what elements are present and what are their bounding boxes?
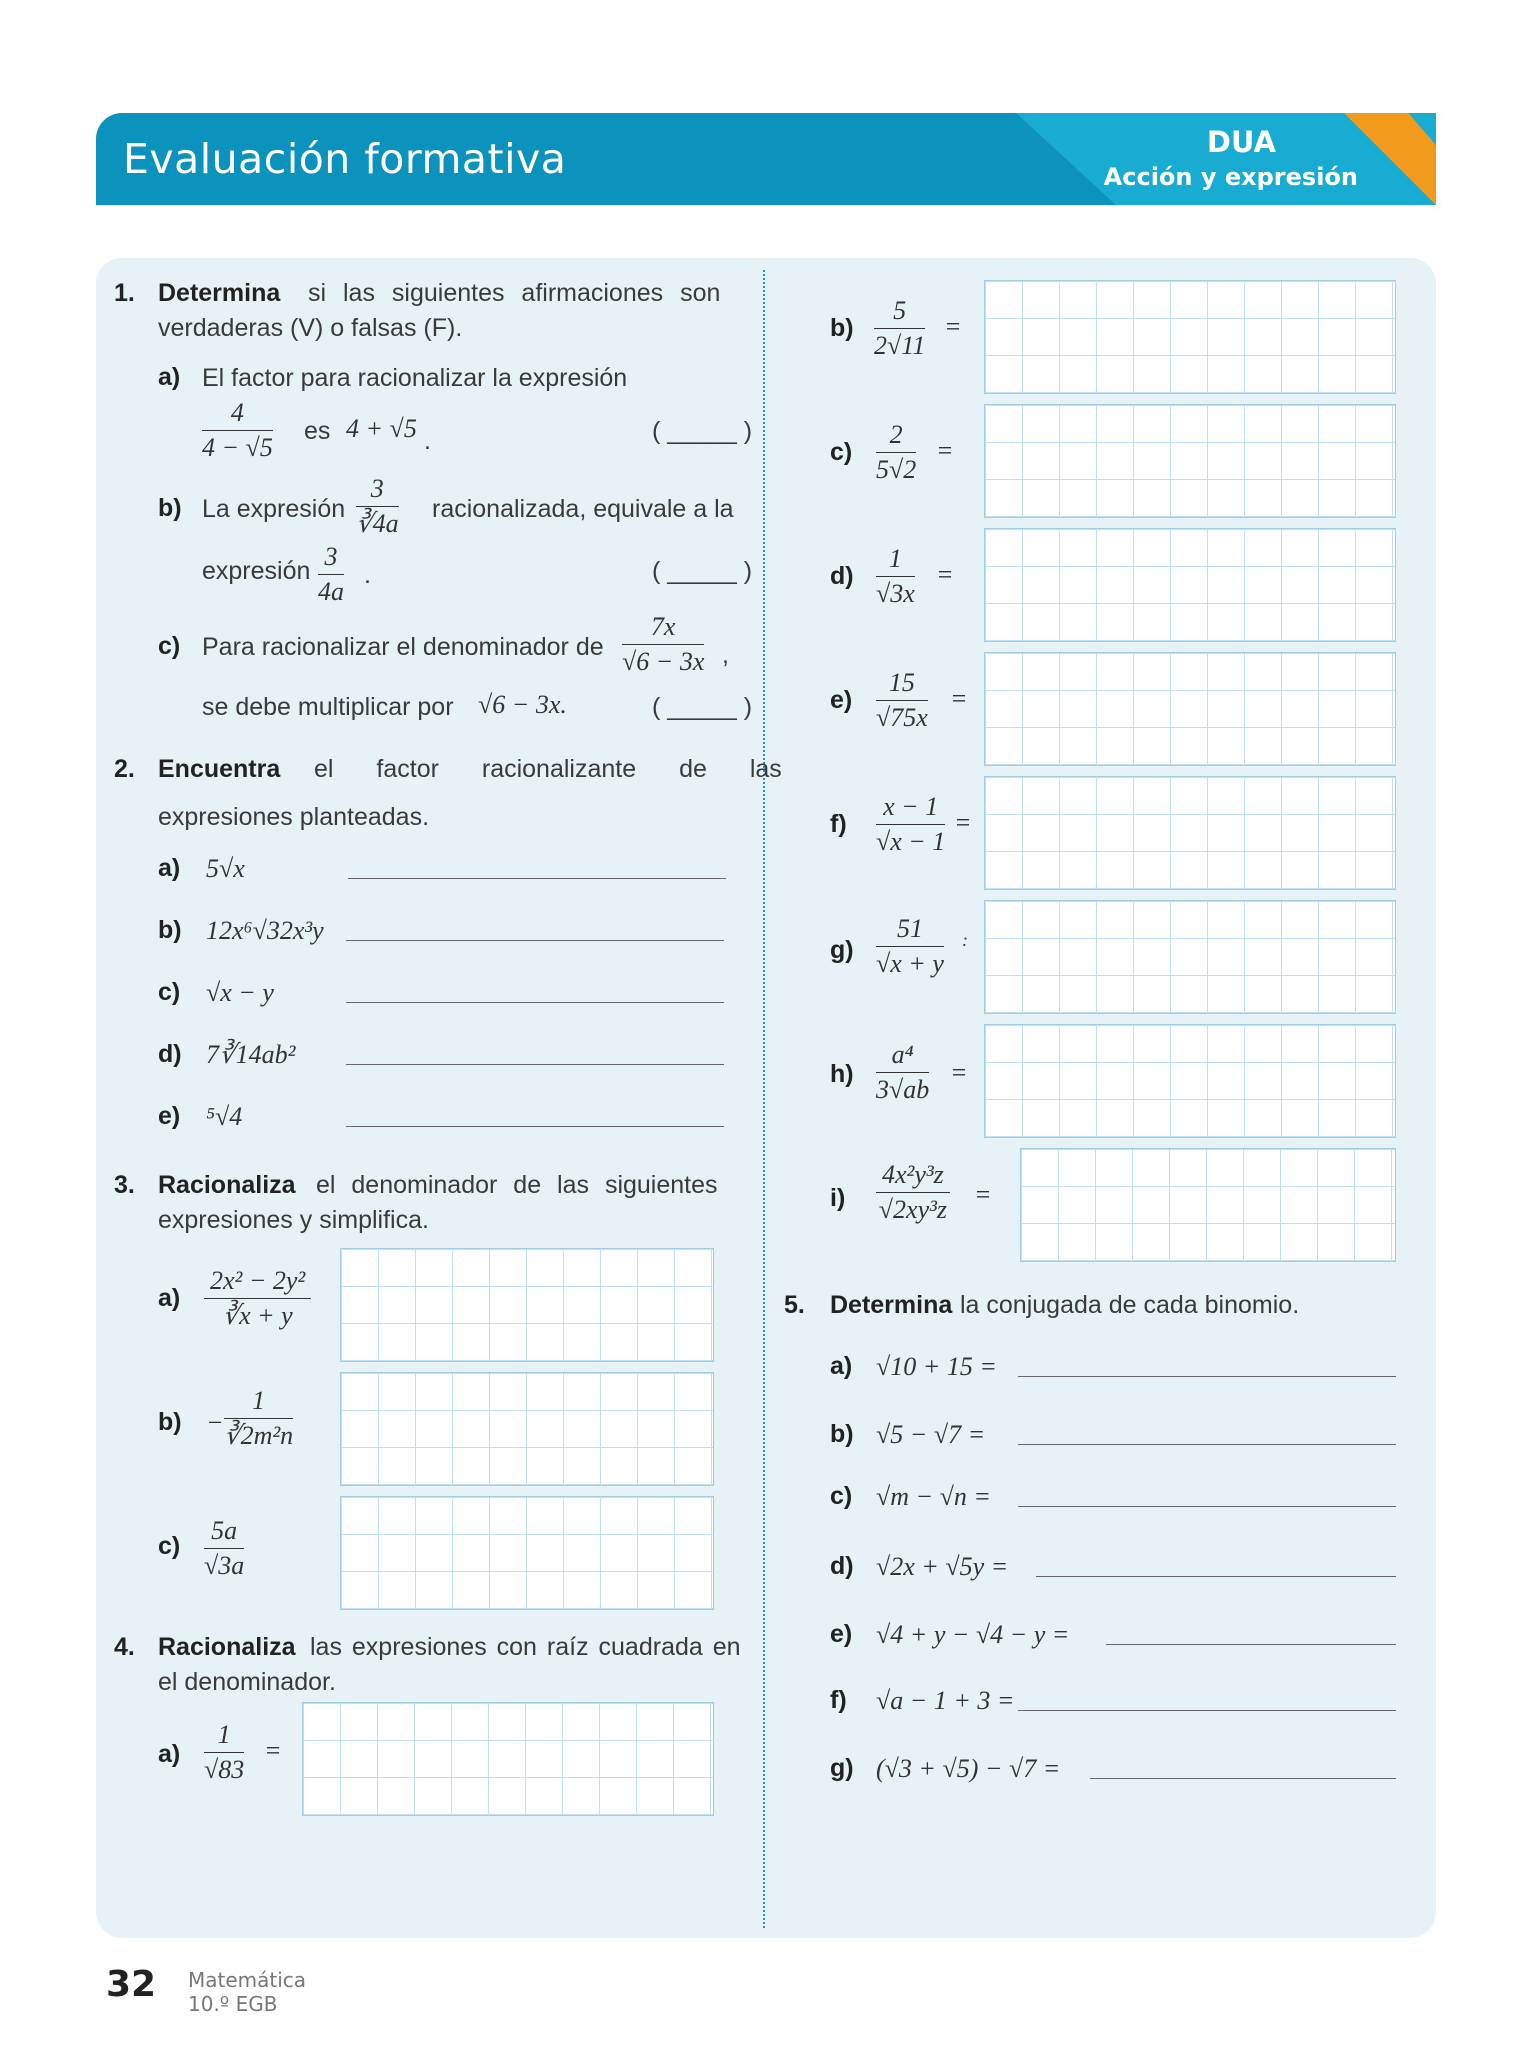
q4-b-fraction (874, 296, 925, 361)
q3-text: el denominador de las siguientes (316, 1171, 718, 1199)
q4-a-answer-grid[interactable] (302, 1702, 714, 1816)
q1-b-numerator: 3 (356, 474, 399, 507)
q4-e-denominator: √75x (876, 703, 928, 732)
q1-a-label: a) (158, 363, 181, 391)
q5-d-expression: √2x + √5y = (876, 1552, 1009, 1581)
q1-number: 1. (114, 279, 135, 307)
q5-e-answer-line[interactable] (1106, 1644, 1396, 1645)
q4-d-label: d) (830, 562, 854, 590)
q3-a-label: a) (158, 1284, 181, 1312)
q1-c-answer-blank[interactable]: ( _____ ) (652, 693, 753, 721)
q4-i-denominator: √2xy³z (878, 1195, 948, 1224)
q3-a-denominator: ∛x + y (222, 1301, 293, 1330)
q1-b-fraction2 (318, 542, 344, 607)
q3-b-fraction (224, 1386, 293, 1451)
page-header (96, 113, 1436, 205)
q3-verb: Racionaliza (158, 1171, 296, 1199)
q4-h-denominator: 3√ab (876, 1075, 930, 1104)
page-number: 32 (106, 1964, 157, 2005)
q1-a-numerator: 4 (202, 398, 273, 431)
q4-g-label: g) (830, 936, 854, 964)
q4-d-answer-grid[interactable] (984, 528, 1396, 642)
q5-f-label: f) (830, 1686, 847, 1714)
q1-b-dot: . (364, 561, 371, 589)
q2-d-expression: 7∛14ab² (206, 1040, 296, 1069)
q1-c-comma: , (722, 641, 729, 669)
q4-c-answer-grid[interactable] (984, 404, 1396, 518)
q4-a-label: a) (158, 1740, 181, 1768)
q3-c-fraction (204, 1516, 244, 1581)
q1-b-text: La expresión (202, 495, 346, 523)
q1-a-dot: . (424, 427, 431, 455)
q4-h-numerator: a⁴ (876, 1040, 929, 1073)
q4-h-fraction (876, 1040, 929, 1105)
q1-b-numerator2: 3 (318, 542, 344, 575)
q4-g-equals: : (962, 930, 968, 950)
q5-verb: Determina (830, 1291, 953, 1319)
q4-b-equals: = (944, 312, 962, 341)
q3-text2: expresiones y simplifica. (158, 1206, 429, 1234)
q3-b-label: b) (158, 1408, 182, 1436)
q1-c-text: Para racionalizar el denominador de (202, 633, 604, 661)
q1-b-text3: expresión (202, 557, 311, 585)
q5-c-answer-line[interactable] (1018, 1506, 1396, 1507)
q4-h-label: h) (830, 1060, 854, 1088)
q1-a-expression: 4 + √5 (346, 414, 417, 443)
q1-verb: Determina (158, 279, 281, 307)
q5-e-expression: √4 + y − √4 − y = (876, 1620, 1070, 1649)
q4-b-numerator: 5 (874, 296, 925, 329)
q2-d-label: d) (158, 1040, 182, 1068)
q4-b-answer-grid[interactable] (984, 280, 1396, 394)
q4-h-answer-grid[interactable] (984, 1024, 1396, 1138)
q1-text: si las siguientes afirmaciones son (308, 279, 721, 307)
q1-b-fraction (356, 474, 399, 539)
q5-c-label: c) (830, 1482, 853, 1510)
q1-c-expression: √6 − 3x. (478, 690, 567, 719)
q4-e-numerator: 15 (876, 668, 928, 701)
q2-e-expression: ⁵√4 (206, 1102, 243, 1131)
q4-i-label: i) (830, 1184, 846, 1212)
q5-a-label: a) (830, 1352, 853, 1380)
q5-a-expression: √10 + 15 = (876, 1352, 997, 1381)
q4-e-fraction (876, 668, 928, 733)
q2-a-answer-line[interactable] (348, 878, 726, 879)
q2-a-label: a) (158, 854, 181, 882)
q1-a-answer-blank[interactable]: ( _____ ) (652, 417, 753, 445)
q4-f-label: f) (830, 810, 847, 838)
q3-b-denominator: ∛2m²n (224, 1421, 294, 1450)
dua-subtitle: Acción y expresión (1103, 163, 1358, 191)
q4-number: 4. (114, 1633, 135, 1661)
q4-c-label: c) (830, 438, 853, 466)
q4-g-answer-grid[interactable] (984, 900, 1396, 1014)
q4-a-denominator: √83 (204, 1755, 245, 1784)
q4-c-equals: = (936, 436, 954, 465)
q4-d-numerator: 1 (876, 544, 915, 577)
q4-c-denominator: 5√2 (876, 455, 917, 484)
q1-text2: verdaderas (V) o falsas (F). (158, 314, 463, 342)
q2-text: el factor racionalizante de las (314, 755, 782, 783)
q5-c-expression: √m − √n = (876, 1482, 991, 1511)
q4-c-numerator: 2 (876, 420, 916, 453)
q5-b-label: b) (830, 1420, 854, 1448)
q4-a-numerator: 1 (204, 1720, 244, 1753)
q4-e-equals: = (950, 684, 968, 713)
q3-c-answer-grid[interactable] (340, 1496, 714, 1610)
footer-subject-block (188, 1968, 306, 2016)
q3-b-sign: − (206, 1408, 224, 1437)
q4-a-fraction (204, 1720, 244, 1785)
q4-g-fraction (876, 914, 944, 979)
q1-c-denominator: √6 − 3x (622, 647, 705, 676)
q1-a-fraction (202, 398, 273, 463)
q2-e-answer-line[interactable] (346, 1126, 724, 1127)
q4-c-fraction (876, 420, 916, 485)
q4-text: las expresiones con raíz cuadrada en (310, 1633, 741, 1661)
q3-c-label: c) (158, 1532, 181, 1560)
footer-grade: 10.º EGB (188, 1992, 278, 2016)
q1-b-denominator2: 4a (318, 577, 344, 606)
q5-d-label: d) (830, 1552, 854, 1580)
q4-h-equals: = (950, 1058, 968, 1087)
q1-c-text2: se debe multiplicar por (202, 693, 454, 721)
q4-e-answer-grid[interactable] (984, 652, 1396, 766)
q1-b-label: b) (158, 494, 182, 522)
q1-a-denominator: 4 − √5 (202, 433, 273, 462)
q4-b-label: b) (830, 314, 854, 342)
q5-number: 5. (784, 1291, 805, 1319)
q5-f-answer-line[interactable] (1018, 1710, 1396, 1711)
q5-d-answer-line[interactable] (1036, 1576, 1396, 1577)
page-title: Evaluación formativa (123, 135, 567, 183)
q4-f-fraction (876, 792, 945, 857)
q2-e-label: e) (158, 1102, 181, 1130)
q3-c-denominator: √3a (204, 1551, 245, 1580)
q2-c-label: c) (158, 978, 181, 1006)
q2-c-answer-line[interactable] (346, 1002, 724, 1003)
q4-text2: el denominador. (158, 1668, 336, 1696)
q4-a-equals: = (264, 1736, 282, 1765)
q4-e-label: e) (830, 686, 853, 714)
q3-a-fraction (204, 1266, 311, 1331)
q4-f-answer-grid[interactable] (984, 776, 1396, 890)
q4-d-fraction (876, 544, 915, 609)
q4-f-equals: = (954, 808, 972, 837)
q5-g-expression: (√3 + √5) − √7 = (876, 1754, 1061, 1783)
q1-a-text: El factor para racionalizar la expresión (202, 364, 628, 392)
q4-i-equals: = (974, 1180, 992, 1209)
q1-b-text2: racionalizada, equivale a la (432, 495, 734, 523)
q2-verb: Encuentra (158, 755, 281, 783)
q3-c-numerator: 5a (204, 1516, 244, 1549)
q5-g-label: g) (830, 1754, 854, 1782)
q1-b-denominator: ∛4a (356, 509, 399, 538)
q1-a-es: es (304, 417, 331, 445)
q4-i-fraction (876, 1160, 950, 1225)
q3-number: 3. (114, 1171, 135, 1199)
q5-text: la conjugada de cada binomio. (960, 1291, 1300, 1319)
q1-c-numerator: 7x (622, 612, 704, 645)
q3-a-answer-grid[interactable] (340, 1248, 714, 1362)
q3-b-answer-grid[interactable] (340, 1372, 714, 1486)
dua-title: DUA (1206, 125, 1276, 159)
q2-b-label: b) (158, 916, 182, 944)
q2-a-expression: 5√x (206, 854, 245, 883)
q5-g-answer-line[interactable] (1090, 1778, 1396, 1779)
column-divider (763, 270, 765, 1928)
q4-verb: Racionaliza (158, 1633, 296, 1661)
q5-b-expression: √5 − √7 = (876, 1420, 986, 1449)
q4-i-answer-grid[interactable] (1020, 1148, 1396, 1262)
q4-f-numerator: x − 1 (876, 792, 945, 825)
q5-a-answer-line[interactable] (1018, 1376, 1396, 1377)
q4-g-denominator: √x + y (876, 949, 944, 978)
q2-d-answer-line[interactable] (346, 1064, 724, 1065)
q2-c-expression: √x − y (206, 978, 274, 1007)
q4-g-numerator: 51 (876, 914, 944, 947)
q2-b-answer-line[interactable] (346, 940, 724, 941)
q3-a-numerator: 2x² − 2y² (204, 1266, 311, 1299)
q4-b-denominator: 2√11 (874, 331, 926, 360)
q1-c-label: c) (158, 632, 181, 660)
q5-f-expression: √a − 1 + 3 = (876, 1686, 1015, 1715)
q2-text2: expresiones planteadas. (158, 803, 430, 831)
q4-f-denominator: √x − 1 (876, 827, 946, 856)
q4-d-equals: = (936, 560, 954, 589)
q1-b-answer-blank[interactable]: ( _____ ) (652, 557, 753, 585)
q2-number: 2. (114, 755, 135, 783)
q1-c-fraction (622, 612, 704, 677)
q5-e-label: e) (830, 1620, 853, 1648)
q4-i-numerator: 4x²y³z (876, 1160, 950, 1193)
q4-d-denominator: √3x (876, 579, 915, 608)
q5-b-answer-line[interactable] (1018, 1444, 1396, 1445)
q3-b-numerator: 1 (224, 1386, 293, 1419)
q2-b-expression: 12x⁶√32x³y (206, 916, 324, 945)
footer-subject: Matemática (188, 1968, 307, 1992)
